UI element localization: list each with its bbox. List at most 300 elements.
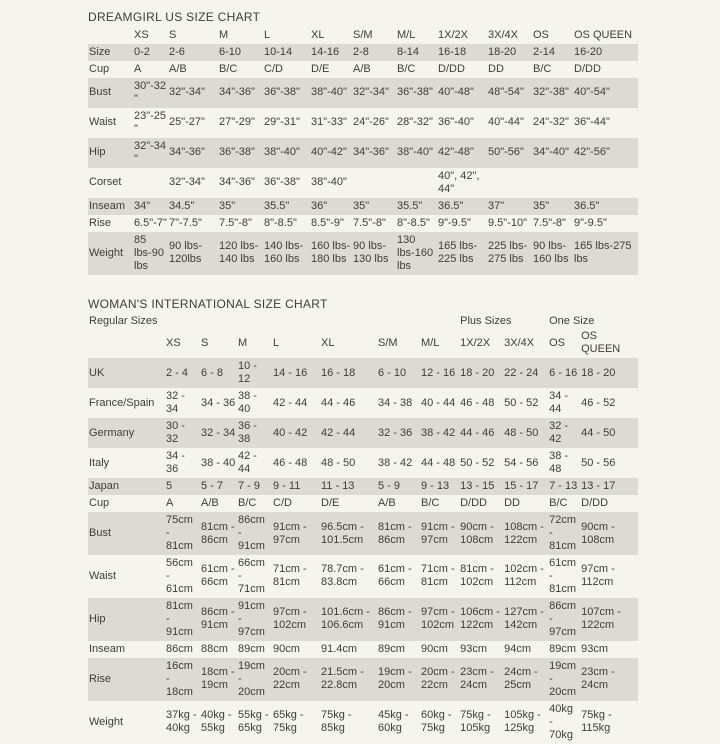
size-cell: 40"-54" <box>573 78 638 108</box>
size-cell: 38 - 48 <box>549 450 569 476</box>
size-cell: 45kg - 60kg <box>378 709 409 735</box>
size-cell: B/C <box>533 62 552 75</box>
size-cell: 36" <box>310 198 352 215</box>
size-cell: 27"-29" <box>219 116 255 129</box>
size-cell: 34 - 44 <box>549 390 569 416</box>
size-cell: 9"-9.5" <box>574 216 607 229</box>
size-cell: 8-14 <box>396 44 437 61</box>
table-row <box>88 138 638 168</box>
size-cell: 55kg - 65kg <box>238 709 269 735</box>
column-header: M <box>238 336 248 349</box>
size-cell: A/B <box>201 497 219 510</box>
size-cell <box>487 168 532 198</box>
size-cell: 97cm - 102cm <box>272 598 320 641</box>
size-group-label: One Size <box>549 314 595 327</box>
table-row <box>88 388 638 418</box>
size-cell: 5 - 7 <box>200 478 237 495</box>
size-cell: 106cm - 122cm <box>459 598 503 641</box>
row-label: Hip <box>88 598 165 641</box>
size-cell: 14-16 <box>310 44 352 61</box>
column-header: S/M <box>378 336 398 349</box>
size-cell: 32"-34" <box>133 138 168 168</box>
size-cell: 9"-9.5" <box>438 216 471 229</box>
table-row <box>88 555 638 598</box>
size-cell: 36"-38" <box>263 78 310 108</box>
size-cell: 40"-48" <box>437 78 487 108</box>
table-row <box>88 215 638 232</box>
size-cell: A/B <box>378 497 396 510</box>
column-header: OS QUEEN <box>574 29 633 41</box>
size-cell: 8"-8.5" <box>264 216 297 229</box>
size-cell: 9 - 13 <box>420 478 459 495</box>
size-cell: 40"-44" <box>488 116 524 129</box>
size-group-label: Regular Sizes <box>89 314 158 327</box>
size-cell: 140 lbs-160 lbs <box>263 232 310 275</box>
size-cell: 81cm - 86cm <box>200 512 237 555</box>
row-label: Cup <box>89 497 110 510</box>
size-cell: 31"-33" <box>311 116 347 129</box>
size-cell: 86cm <box>166 642 193 655</box>
row-label: Inseam <box>88 198 133 215</box>
size-cell: 20cm - 22cm <box>272 658 320 701</box>
size-cell: 56cm - 61cm <box>166 557 193 595</box>
size-cell: 42 - 44 <box>273 396 308 409</box>
row-label: Waist <box>89 116 117 129</box>
size-cell: 44 - 48 <box>421 456 456 469</box>
size-cell: 6.5"-7" <box>134 216 167 229</box>
column-header: M/L <box>397 29 416 41</box>
table-row <box>88 78 638 108</box>
size-cell: 2-14 <box>532 44 573 61</box>
column-header-row <box>88 27 638 44</box>
size-cell: 34"-36" <box>218 78 263 108</box>
size-cell: 36"-44" <box>574 116 610 129</box>
size-cell: 61cm - 66cm <box>378 563 412 589</box>
size-cell: 42 - 44 <box>238 450 257 476</box>
size-cell: 50 - 52 <box>504 396 539 409</box>
size-cell: 94cm <box>504 642 532 655</box>
corner-cell <box>88 328 165 358</box>
size-cell: 90 lbs-120lbs <box>168 232 218 275</box>
size-cell: 35.5" <box>396 198 437 215</box>
size-cell: 6 - 10 <box>377 358 420 388</box>
size-cell: 86cm - 91cm <box>377 598 420 641</box>
size-cell: 90cm <box>273 642 300 655</box>
size-cell: 0-2 <box>133 44 168 61</box>
size-cell: 81cm - 86cm <box>377 512 420 555</box>
size-cell: 30 - 32 <box>165 418 200 448</box>
size-cell: 40kg - 70kg <box>549 702 573 741</box>
size-cell: 36"-38" <box>264 176 300 189</box>
size-cell: 6-10 <box>218 44 263 61</box>
size-cell: D/DD <box>460 497 487 510</box>
size-cell: 38"-40" <box>263 138 310 168</box>
size-cell: 40kg - 55kg <box>201 709 232 735</box>
table-row <box>88 448 638 478</box>
size-cell: 24"-26" <box>353 116 389 129</box>
size-cell: 165 lbs-225 lbs <box>437 232 487 275</box>
size-cell: 18 - 20 <box>580 358 638 388</box>
size-cell: A/B <box>169 62 187 75</box>
size-cell: D/E <box>321 497 340 510</box>
size-cell: 13 - 17 <box>580 478 638 495</box>
size-cell: 86cm - 97cm <box>548 598 580 641</box>
size-cell: 34"-36" <box>168 138 218 168</box>
column-header: 1X/2X <box>460 336 491 349</box>
size-cell: 89cm <box>238 642 265 655</box>
size-cell: 2 - 4 <box>165 358 200 388</box>
size-cell: 42 - 44 <box>320 418 377 448</box>
size-cell: 18-20 <box>487 44 532 61</box>
size-cell: 34.5" <box>168 198 218 215</box>
column-header: 1X/2X <box>438 29 468 41</box>
table-row <box>88 61 638 78</box>
size-cell: 35" <box>532 198 573 215</box>
size-cell: 130 lbs-160 lbs <box>396 232 437 275</box>
size-cell: 25"-27" <box>169 116 205 129</box>
size-cell: 22 - 24 <box>503 358 548 388</box>
table-row <box>88 198 638 215</box>
size-cell: 29"-31" <box>264 116 300 129</box>
size-cell: 75kg - 115kg <box>581 709 612 735</box>
size-cell: 65kg - 75kg <box>273 709 304 735</box>
size-cell: 42"-56" <box>573 138 638 168</box>
size-cell <box>396 168 437 198</box>
size-cell: 32"-34" <box>169 176 205 189</box>
size-cell: 10-14 <box>263 44 310 61</box>
size-cell: 81cm - 91cm <box>165 598 200 641</box>
intl-chart-title: WOMAN'S INTERNATIONAL SIZE CHART <box>88 296 328 311</box>
size-cell: 40 - 42 <box>272 418 320 448</box>
size-cell: 13 - 15 <box>459 478 503 495</box>
size-cell: 46 - 48 <box>273 456 308 469</box>
size-cell: 165 lbs-275 lbs <box>573 232 638 275</box>
column-header: S/M <box>353 29 373 41</box>
row-label: France/Spain <box>89 396 155 409</box>
row-label: Hip <box>88 138 133 168</box>
size-cell: 32 - 34 <box>166 390 185 416</box>
column-header: 3X/4X <box>504 336 535 349</box>
size-cell: 160 lbs-180 lbs <box>310 232 352 275</box>
table-row <box>88 418 638 448</box>
size-cell: 7.5"-8" <box>219 216 252 229</box>
size-cell: 5 <box>165 478 200 495</box>
size-cell: 32 - 36 <box>377 418 420 448</box>
size-cell: 48"-54" <box>487 78 532 108</box>
size-cell: 97cm - 102cm <box>420 598 459 641</box>
size-cell: 20cm - 22cm <box>420 658 459 701</box>
size-cell: 21.5cm - 22.8cm <box>320 658 377 701</box>
table-row <box>88 478 638 495</box>
intl-size-table <box>88 314 638 744</box>
size-cell: 78.7cm - 83.8cm <box>321 563 364 589</box>
size-cell: 19cm - 20cm <box>377 658 420 701</box>
column-header: XL <box>311 29 325 41</box>
size-cell: 86cm - 91cm <box>200 598 237 641</box>
size-cell: 24cm - 25cm <box>503 658 548 701</box>
size-cell: 32"-38" <box>532 78 573 108</box>
size-cell: C/D <box>264 62 283 75</box>
row-label: Japan <box>88 478 165 495</box>
size-cell: 16cm - 18cm <box>165 658 200 701</box>
size-cell <box>133 168 168 198</box>
column-header: S <box>201 336 209 349</box>
size-cell: 120 lbs-140 lbs <box>218 232 263 275</box>
us-chart-title: DREAMGIRL US SIZE CHART <box>88 10 261 24</box>
size-cell: 14 - 16 <box>272 358 320 388</box>
size-cell: 36.5" <box>573 198 638 215</box>
size-cell: 40 - 44 <box>421 396 456 409</box>
size-cell: 38"-40" <box>311 176 347 189</box>
size-cell: 90cm - 108cm <box>580 512 638 555</box>
size-cell: 127cm - 142cm <box>503 598 548 641</box>
size-cell: D/E <box>311 62 330 75</box>
column-header: L <box>264 29 271 41</box>
size-cell: 36 - 38 <box>237 418 272 448</box>
size-cell: 23"-25" <box>134 109 167 135</box>
size-group-label: Plus Sizes <box>460 314 512 327</box>
table-row <box>88 701 638 744</box>
corner-cell <box>88 27 133 44</box>
size-cell: 16-20 <box>573 44 638 61</box>
size-cell: 16 - 18 <box>320 358 377 388</box>
size-cell: 34 - 36 <box>166 450 185 476</box>
intl-size-chart-section <box>88 297 638 744</box>
us-size-chart-section <box>88 10 638 275</box>
size-cell: 6 - 8 <box>200 358 237 388</box>
size-cell: 91.4cm <box>321 642 358 655</box>
size-cell: 90 lbs-130 lbs <box>352 232 396 275</box>
size-cell: 42"-48" <box>437 138 487 168</box>
column-header: 3X/4X <box>488 29 518 41</box>
size-cell: 90 lbs-160 lbs <box>532 232 573 275</box>
size-cell: 61cm - 66cm <box>201 563 235 589</box>
column-header: M/L <box>421 336 440 349</box>
size-cell: 34 - 38 <box>378 396 413 409</box>
size-cell: 89cm <box>378 642 405 655</box>
size-cell <box>352 168 396 198</box>
column-header: XS <box>166 336 181 349</box>
size-cell: 107cm - 122cm <box>580 598 638 641</box>
size-cell: 75kg - 85kg <box>321 709 352 735</box>
size-cell: 24"-32" <box>533 116 569 129</box>
size-cell: DD <box>488 62 504 75</box>
column-header: OS <box>533 29 549 41</box>
size-cell: 97cm - 112cm <box>581 563 615 589</box>
column-header: XS <box>134 29 149 41</box>
size-cell: A <box>166 497 174 510</box>
size-cell: 81cm - 102cm <box>460 563 494 589</box>
table-row <box>88 168 638 198</box>
size-cell: B/C <box>421 497 440 510</box>
size-cell: D/DD <box>574 62 601 75</box>
size-cell: 225 lbs-275 lbs <box>487 232 532 275</box>
size-cell: 18 - 20 <box>459 358 503 388</box>
size-cell: 30"-32" <box>133 78 168 108</box>
us-size-table <box>88 27 638 275</box>
size-cell: 5 - 9 <box>377 478 420 495</box>
size-cell: 19cm - 20cm <box>237 658 272 701</box>
row-label: Rise <box>88 658 165 701</box>
column-header: XL <box>321 336 335 349</box>
size-cell: 75cm - 81cm <box>165 512 200 555</box>
size-cell: 75kg - 105kg <box>460 709 491 735</box>
size-cell: 38 - 40 <box>238 390 257 416</box>
size-cell: 2-6 <box>168 44 218 61</box>
row-label: Inseam <box>89 642 126 655</box>
size-cell: 8.5"-9" <box>311 216 344 229</box>
size-cell: DD <box>504 497 520 510</box>
row-label: Rise <box>89 216 112 229</box>
table-row <box>88 658 638 701</box>
row-label: Waist <box>89 569 117 582</box>
size-cell: 86cm - 91cm <box>237 512 272 555</box>
row-label: Cup <box>89 62 110 75</box>
size-cell: 38"-40" <box>396 138 437 168</box>
size-cell: 46 - 52 <box>581 396 616 409</box>
size-cell: 32"-34" <box>352 78 396 108</box>
size-cell: 38 - 42 <box>420 418 459 448</box>
size-cell: 90cm - 108cm <box>459 512 503 555</box>
size-cell: B/C <box>238 497 257 510</box>
table-row <box>88 598 638 641</box>
size-cell: 85 lbs-90 lbs <box>133 232 168 275</box>
size-cell: 101.6cm - 106.6cm <box>320 598 377 641</box>
size-cell: 7"-7.5" <box>169 216 202 229</box>
size-cell: 46 - 48 <box>460 396 495 409</box>
row-label: Weight <box>89 715 124 728</box>
size-cell: 66cm - 71cm <box>238 557 265 595</box>
size-cell: 108cm - 122cm <box>503 512 548 555</box>
size-cell: 93cm <box>581 642 609 655</box>
size-cell: D/DD <box>581 497 609 510</box>
size-cell: 34"-36" <box>219 176 255 189</box>
row-label: Size <box>88 44 133 61</box>
table-row <box>88 358 638 388</box>
size-cell: 7 - 13 <box>548 478 580 495</box>
size-cell: 10 - 12 <box>237 358 272 388</box>
row-label: Bust <box>88 512 165 555</box>
size-cell: 12 - 16 <box>420 358 459 388</box>
size-cell: D/DD <box>438 62 465 75</box>
size-cell: 105kg - 125kg <box>504 709 541 735</box>
size-cell: 102cm - 112cm <box>504 563 544 589</box>
size-cell: 34"-40" <box>532 138 573 168</box>
column-header: S <box>169 29 177 41</box>
size-cell: 32 - 34 <box>200 418 237 448</box>
table-row <box>88 641 638 658</box>
size-cell: 35.5" <box>263 198 310 215</box>
size-cell: C/D <box>273 497 292 510</box>
size-cell: 38 - 42 <box>378 456 413 469</box>
size-cell: 90cm <box>421 642 448 655</box>
size-cell: 28"-32" <box>397 116 433 129</box>
size-cell: 88cm <box>201 642 228 655</box>
size-cell: B/C <box>549 497 568 510</box>
row-label: Weight <box>88 232 133 275</box>
size-cell: 35" <box>352 198 396 215</box>
column-header: L <box>273 336 280 349</box>
size-cell: 7.5"-8" <box>353 216 386 229</box>
size-cell: 50 - 56 <box>581 456 616 469</box>
size-cell: 23cm - 24cm <box>580 658 638 701</box>
size-cell: 40"-42" <box>310 138 352 168</box>
size-group-row <box>88 314 638 329</box>
size-cell: 72cm - 81cm <box>548 512 580 555</box>
size-cell: 89cm <box>549 642 577 655</box>
size-cell: 50"-56" <box>487 138 532 168</box>
column-header: OS <box>549 336 566 349</box>
column-header: OS QUEEN <box>581 330 621 356</box>
size-cell: 2-8 <box>352 44 396 61</box>
size-cell: 71cm - 81cm <box>273 563 307 589</box>
size-cell: 37kg - 40kg <box>166 709 197 735</box>
size-cell: B/C <box>219 62 238 75</box>
size-cell: 35" <box>218 198 263 215</box>
size-cell: 38"-40" <box>310 78 352 108</box>
size-cell: 48 - 50 <box>503 418 548 448</box>
size-cell: 9.5"-10" <box>488 216 527 229</box>
size-cell: A/B <box>353 62 371 75</box>
row-label: Germany <box>88 418 165 448</box>
size-cell: 15 - 17 <box>503 478 548 495</box>
table-row <box>88 108 638 138</box>
size-cell: 54 - 56 <box>504 456 539 469</box>
size-cell: 7 - 9 <box>237 478 272 495</box>
size-cell: 36"-38" <box>396 78 437 108</box>
row-label: Bust <box>88 78 133 108</box>
size-cell: 8"-8.5" <box>397 216 430 229</box>
size-cell: 91cm - 97cm <box>420 512 459 555</box>
column-header-row <box>88 328 638 358</box>
size-cell: 71cm - 81cm <box>421 563 455 589</box>
size-cell: 60kg - 75kg <box>421 709 452 735</box>
row-label: UK <box>88 358 165 388</box>
size-cell: 38 - 40 <box>201 456 236 469</box>
size-cell <box>532 168 573 198</box>
size-cell: 6 - 16 <box>548 358 580 388</box>
size-cell: 32"-34" <box>168 78 218 108</box>
size-cell: 91cm - 97cm <box>237 598 272 641</box>
size-cell: 40", 42", 44" <box>438 169 480 195</box>
column-header: M <box>219 29 229 41</box>
size-cell: 32 - 42 <box>548 418 580 448</box>
size-cell: 96.5cm - 101.5cm <box>320 512 377 555</box>
size-cell: 11 - 13 <box>320 478 377 495</box>
size-cell: 7.5"-8" <box>533 216 566 229</box>
size-cell: 50 - 52 <box>460 456 495 469</box>
size-cell: 34 - 36 <box>201 396 236 409</box>
size-cell: 93cm <box>460 642 488 655</box>
table-row <box>88 232 638 275</box>
size-cell: 44 - 46 <box>459 418 503 448</box>
size-cell: 44 - 46 <box>321 396 356 409</box>
size-cell: 36"-38" <box>218 138 263 168</box>
size-cell: 91cm - 97cm <box>272 512 320 555</box>
size-cell: 61cm - 81cm <box>549 557 577 595</box>
table-row <box>88 44 638 61</box>
size-cell: 34" <box>133 198 168 215</box>
size-cell: 36.5" <box>437 198 487 215</box>
size-cell: 23cm - 24cm <box>459 658 503 701</box>
size-cell: 48 - 50 <box>321 456 356 469</box>
table-row <box>88 495 638 512</box>
size-cell: B/C <box>397 62 416 75</box>
size-cell: A <box>134 62 142 75</box>
size-cell: 37" <box>487 198 532 215</box>
table-row <box>88 512 638 555</box>
row-label: Italy <box>89 456 110 469</box>
